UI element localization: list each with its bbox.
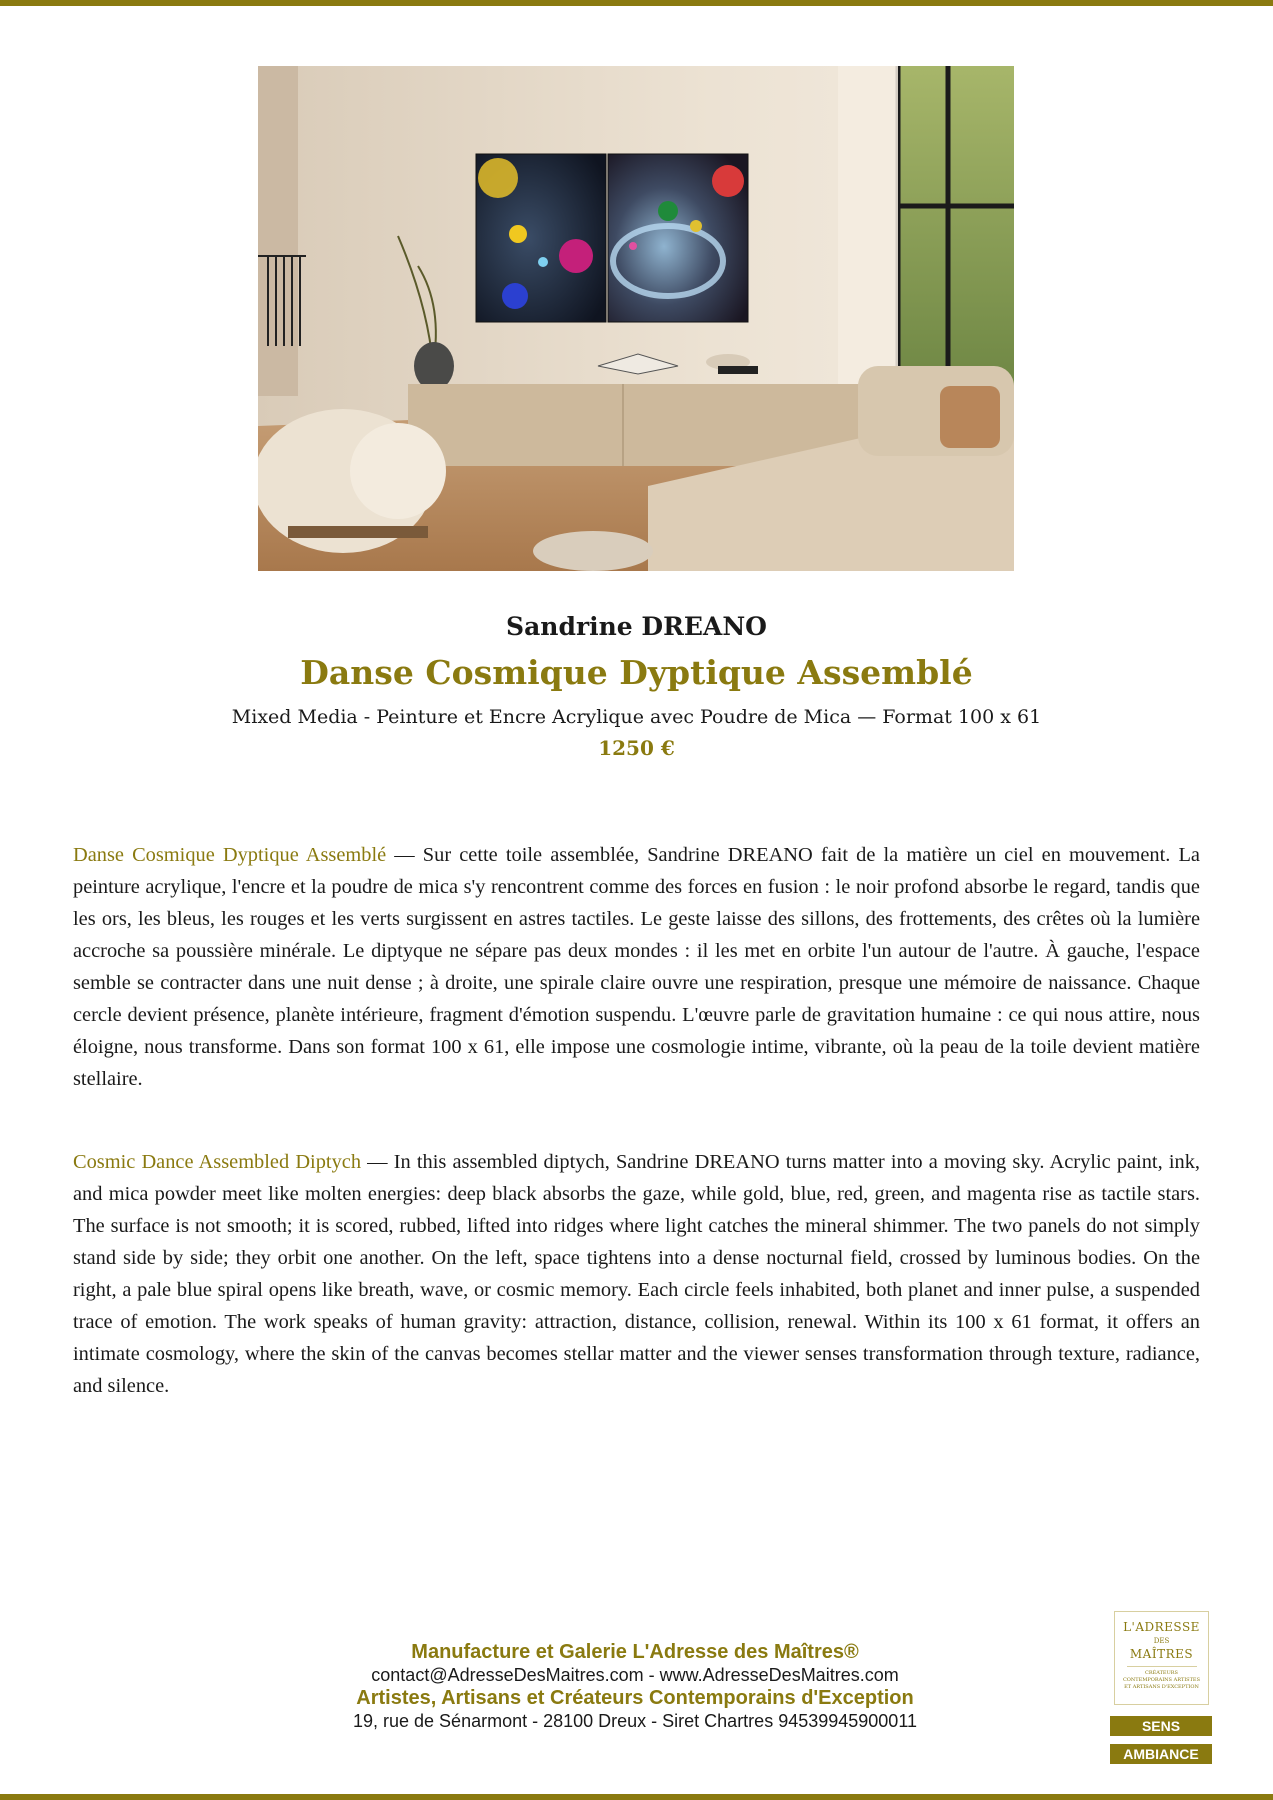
artwork-room-photo bbox=[258, 66, 1014, 571]
description-english bbox=[73, 1146, 1200, 1402]
logo-divider bbox=[1127, 1666, 1197, 1667]
description-french bbox=[73, 839, 1200, 1095]
tag-ambiance: AMBIANCE bbox=[1110, 1744, 1212, 1764]
artwork-header bbox=[0, 612, 1273, 760]
gallery-name: Manufacture et Galerie L'Adresse des Maîtres® bbox=[411, 1641, 859, 1663]
gallery-contact: contact@AdresseDesMaitres.com - www.AdresseDesMaitres.com bbox=[371, 1665, 899, 1685]
bottom-accent-bar bbox=[0, 1794, 1273, 1800]
gallery-logo bbox=[1114, 1611, 1209, 1705]
description-french-body: — Sur cette toile assemblée, Sandrine DREANO fait de la matière un ciel en mouvement. La peinture acrylique, l'encre et la poudre de mica s'y rencontrent comme des forces en fusion : le noir profond absorbe le regard, tandis que les ors, les bleus, les rouges et les verts surgissent en astres tactiles. Le geste laisse des sillons, des frottements, des crêtes où la lumière accroche sa poussière minérale. Le diptyque ne sépare pas deux mondes : il les met en orbite l'un autour de l'autre. À gauche, l'espace semble se contracter dans une nuit dense ; à droite, une spirale claire ouvre une respiration, presque une mémoire de naissance. Chaque cercle devient présence, planète intérieure, fragment d'émotion suspendu. L'œuvre parle de gravitation humaine : ce qui nous attire, nous éloigne, nous transforme. Dans son format 100 x 61, elle impose une cosmologie intime, vibrante, où la peau de la toile devient matière stellaire. bbox=[73, 844, 1200, 1090]
artwork-title: Danse Cosmique Dyptique Assemblé bbox=[300, 653, 973, 692]
logo-line-4: CRÉATEURS CONTEMPORAINS ARTISTES ET ARTISANS D'EXCEPTION bbox=[1122, 1670, 1201, 1690]
logo-line-2: DES bbox=[1153, 1637, 1170, 1645]
top-accent-bar bbox=[0, 0, 1273, 6]
artwork-price: 1250 € bbox=[598, 736, 675, 760]
gallery-footer bbox=[260, 1640, 1010, 1732]
logo-line-3: MAÎTRES bbox=[1129, 1647, 1194, 1661]
gallery-tagline: Artistes, Artisans et Créateurs Contemporains d'Exception bbox=[356, 1687, 914, 1709]
artist-name: Sandrine DREANO bbox=[506, 612, 767, 641]
logo-line-1: L'ADRESSE bbox=[1123, 1620, 1200, 1634]
artwork-details: Mixed Media - Peinture et Encre Acrylique avec Poudre de Mica — Format 100 x 61 bbox=[231, 706, 1042, 728]
description-english-lead: Cosmic Dance Assembled Diptych bbox=[73, 1151, 362, 1173]
description-french-lead: Danse Cosmique Dyptique Assemblé bbox=[73, 844, 387, 866]
gallery-address: 19, rue de Sénarmont - 28100 Dreux - Siret Chartres 94539945900011 bbox=[352, 1711, 918, 1731]
description-english-body: — In this assembled diptych, Sandrine DREANO turns matter into a moving sky. Acrylic paint, ink, and mica powder meet like molten energies: deep black absorbs the gaze, while gold, blue, red, green, and magenta rise as tactile stars. The surface is not smooth; it is scored, rubbed, lifted into ridges where light catches the mineral shimmer. The two panels do not simply stand side by side; they orbit one another. On the left, space tightens into a dense nocturnal field, crossed by luminous bodies. On the right, a pale blue spiral opens like breath, wave, or cosmic memory. Each circle feels inhabited, both planet and inner pulse, a suspended trace of emotion. The work speaks of human gravity: attraction, distance, collision, renewal. Within its 100 x 61 format, it offers an intimate cosmology, where the skin of the canvas becomes stellar matter and the viewer senses transformation through texture, radiance, and silence. bbox=[73, 1151, 1200, 1397]
tag-sens: SENS bbox=[1110, 1716, 1212, 1736]
